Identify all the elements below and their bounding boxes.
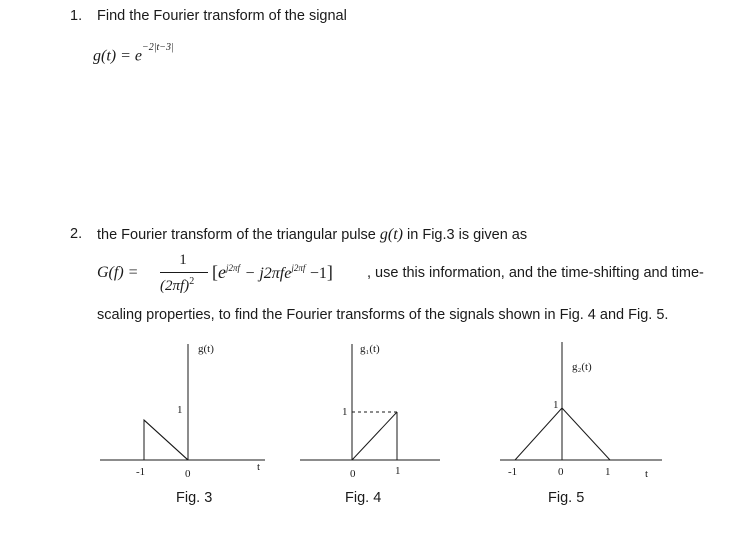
fig3-peak-label: 1: [177, 404, 183, 416]
q2-frac-den: [160, 276, 194, 295]
q2-term3: −1: [309, 265, 327, 282]
fig5-axis-label: t: [645, 468, 649, 480]
fig3-axis-label: t: [257, 461, 261, 473]
q2-inline-math: g(t): [379, 226, 403, 243]
fig3: [100, 343, 265, 480]
q2-term1: e: [218, 262, 226, 282]
fig3-tick-zero: 0: [185, 468, 191, 480]
fig4: [300, 343, 440, 480]
q2-bracket-open: [: [212, 262, 218, 282]
q2-frac-bar: [160, 272, 208, 273]
q2-frac-den-exp: 2: [189, 276, 195, 287]
q2-line2: scaling properties, to find the Fourier transforms of the signals shown in Fig. 4 and Fig. 5.: [97, 307, 669, 323]
q2-text-after: in Fig.3 is given as: [407, 227, 528, 243]
q1-eq-exponent: −2|t−3|: [142, 42, 174, 53]
fig4-tick-zero: 0: [350, 468, 356, 480]
q2-frac-num: 1: [179, 252, 187, 268]
fig4-caption: Fig. 4: [345, 490, 382, 506]
q2-text-before: the Fourier transform of the triangular pulse: [97, 227, 376, 243]
fig5-peak-label: 1: [553, 399, 559, 411]
fig3-caption: Fig. 3: [176, 490, 213, 506]
q2-eq-lhs-text: G(f) =: [97, 264, 139, 281]
q1-eq-lhs: g(t) = e: [93, 47, 142, 65]
q2-frac-den-text: (2πf): [160, 278, 190, 294]
fig3-ylabel: g(t): [198, 343, 214, 355]
fig3-diagonal: [144, 420, 188, 460]
q2-number: 2.: [70, 226, 83, 242]
q2-term2-exp: j2πf: [291, 263, 306, 273]
fig4-ramp: [352, 412, 397, 460]
fig5: [500, 342, 662, 480]
fig4-ylabel: g₁(t): [360, 343, 380, 355]
fig4-tick-one: 1: [395, 465, 401, 477]
q2-bracket-close: ]: [326, 262, 333, 282]
q2-eq-lhs: [97, 264, 138, 282]
q2-line1-tail: , use this information, and the time-shifting and time-: [367, 265, 704, 281]
q1-equation: [93, 42, 174, 65]
fig5-caption: Fig. 5: [548, 490, 585, 506]
fig5-tick-one: 1: [605, 466, 611, 478]
fig4-peak-label: 1: [342, 406, 348, 418]
q1-text: Find the Fourier transform of the signal: [97, 8, 347, 24]
fig5-ylabel: g₂(t): [572, 361, 592, 373]
fig5-tick-zero: 0: [558, 466, 564, 478]
fig5-right-slope: [562, 408, 610, 460]
fig5-left-slope: [515, 408, 562, 460]
fig5-tick-neg: -1: [508, 466, 518, 478]
q2-bracket-expr: [212, 262, 333, 283]
q1-number: 1.: [70, 8, 83, 24]
q2-text: [97, 226, 527, 244]
q2-term1-exp: j2πf: [226, 263, 241, 273]
q2-term2: − j2πfe: [244, 265, 292, 282]
fig3-tick-neg: -1: [136, 466, 146, 478]
